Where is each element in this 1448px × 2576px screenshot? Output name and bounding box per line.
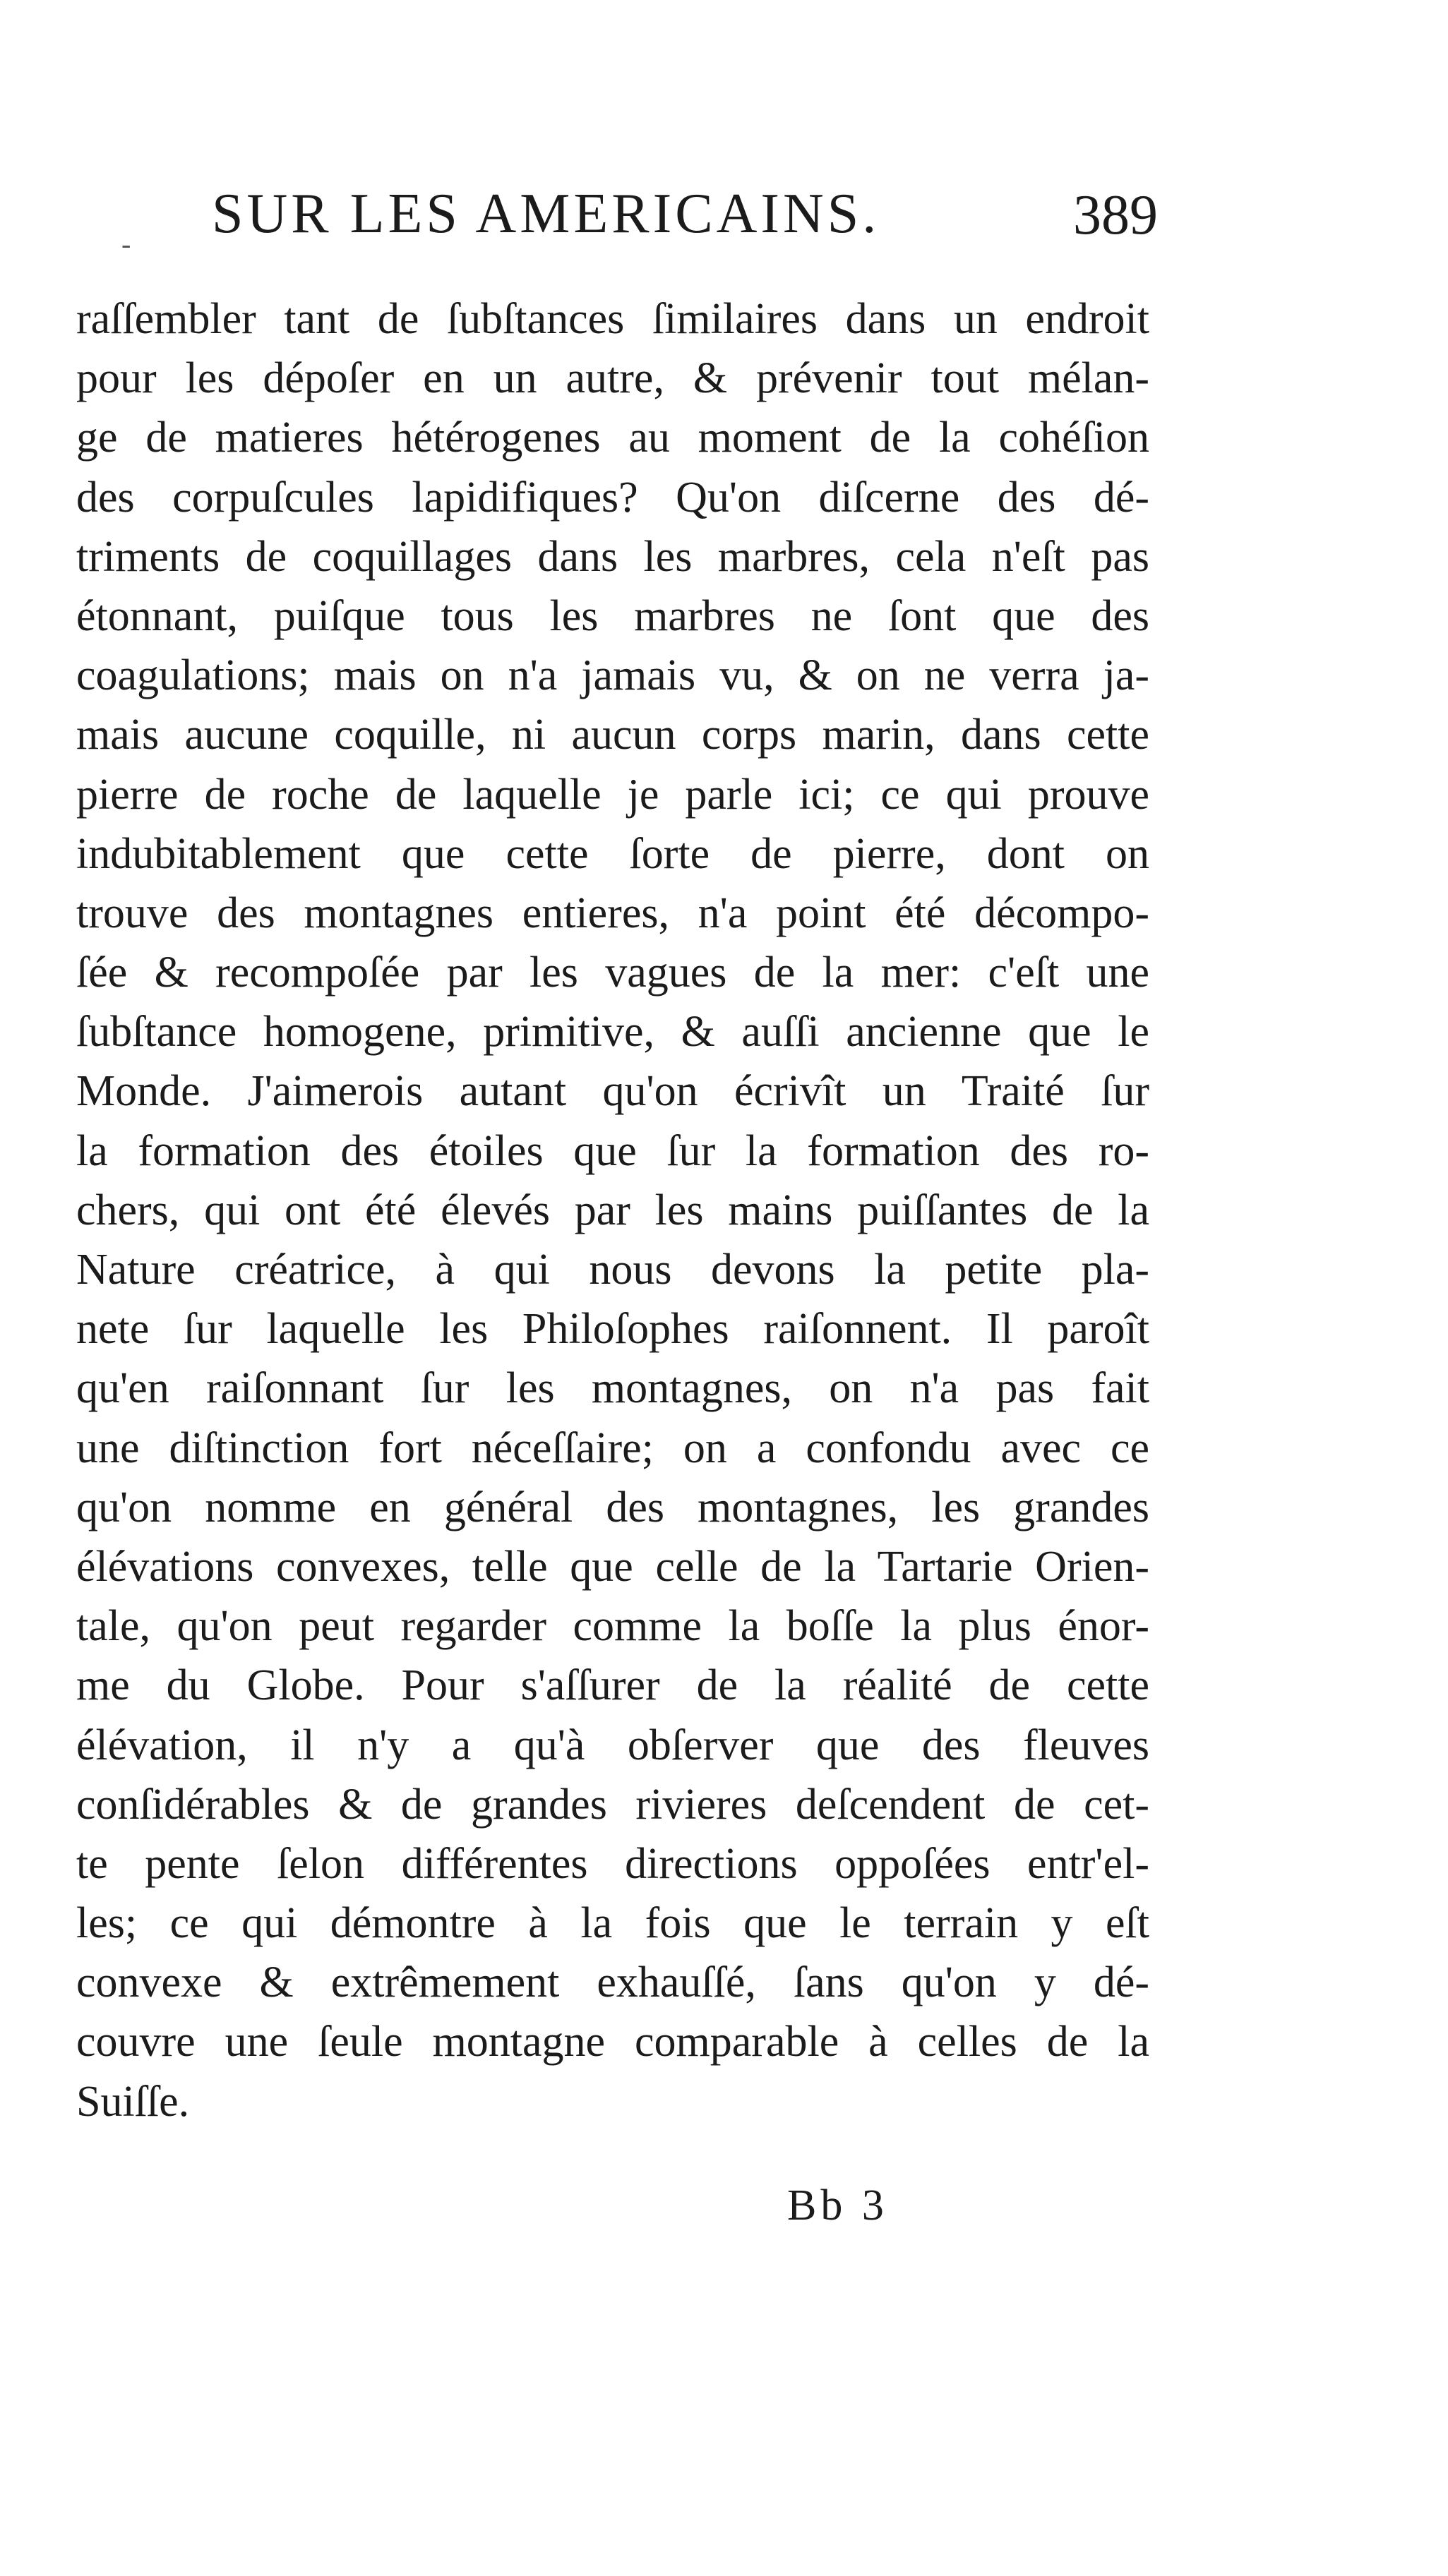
text-line: ge de matieres hétérogenes au moment de la cohéſion	[76, 414, 1149, 462]
text-line: raſſembler tant de ſubſtances ſimilaires dans un endroit	[76, 295, 1149, 343]
text-line: Monde. J'aimerois autant qu'on écrivît un Traité ſur	[76, 1067, 1149, 1116]
text-line: des corpuſcules lapidifiques? Qu'on diſcerne des dé-	[76, 473, 1149, 522]
text-line: élévations convexes, telle que celle de la Tartarie Orien-	[76, 1542, 1149, 1591]
text-line: chers, qui ont été élevés par les mains puiſſantes de la	[76, 1186, 1149, 1234]
running-head	[121, 182, 1158, 260]
text-line: pierre de roche de laquelle je parle ici; ce qui prouve	[76, 770, 1149, 819]
text-line: une diſtinction fort néceſſaire; on a confondu avec ce	[76, 1424, 1149, 1472]
text-line: tale, qu'on peut regarder comme la boſſe la plus énor-	[76, 1602, 1149, 1651]
text-line: élévation, il n'y a qu'à obſerver que des fleuves	[76, 1721, 1149, 1769]
text-line: pour les dépoſer en un autre, & prévenir tout mélan-	[76, 354, 1149, 403]
text-line: nete ſur laquelle les Philoſophes raiſonnent. Il paroît	[76, 1305, 1149, 1354]
text-line: les; ce qui démontre à la fois que le terrain y eſt	[76, 1899, 1149, 1948]
signature-mark: Bb 3	[787, 2181, 888, 2229]
text-line: couvre une ſeule montagne comparable à celles de la	[76, 2018, 1149, 2066]
text-line: qu'en raiſonnant ſur les montagnes, on n'a pas fait	[76, 1364, 1149, 1413]
text-line: étonnant, puiſque tous les marbres ne ſont que des	[76, 591, 1149, 640]
text-line: ſubſtance homogene, primitive, & auſſi ancienne que le	[76, 1008, 1149, 1057]
running-head-title: SUR LES AMERICAINS.	[212, 183, 880, 245]
text-line: trouve des montagnes entieres, n'a point été décompo-	[76, 889, 1149, 937]
running-head-dash: -	[121, 228, 131, 260]
text-line: mais aucune coquille, ni aucun corps marin, dans cette	[76, 711, 1149, 759]
text-line-last: Suiſſe.	[76, 2077, 190, 2126]
text-line: me du Globe. Pour s'aſſurer de la réalité de cette	[76, 1661, 1149, 1710]
text-line: convexe & extrêmement exhauſſé, ſans qu'on y dé-	[76, 1958, 1149, 2007]
text-line: ſée & recompoſée par les vagues de la mer: c'eſt une	[76, 949, 1149, 997]
text-line: Nature créatrice, à qui nous devons la petite pla-	[76, 1246, 1149, 1294]
body-text	[76, 289, 1149, 2131]
text-line: triments de coquillages dans les marbres, cela n'eſt pas	[76, 532, 1149, 581]
page-number: 389	[1073, 184, 1158, 246]
text-line: indubitablement que cette ſorte de pierre, dont on	[76, 829, 1149, 878]
text-line: te pente ſelon différentes directions oppoſées entr'el-	[76, 1839, 1149, 1888]
text-line: coagulations; mais on n'a jamais vu, & on ne verra ja-	[76, 651, 1149, 700]
text-line: conſidérables & de grandes rivieres deſcendent de cet-	[76, 1780, 1149, 1829]
text-line: la formation des étoiles que ſur la formation des ro-	[76, 1126, 1149, 1175]
text-line: qu'on nomme en général des montagnes, les grandes	[76, 1483, 1149, 1531]
